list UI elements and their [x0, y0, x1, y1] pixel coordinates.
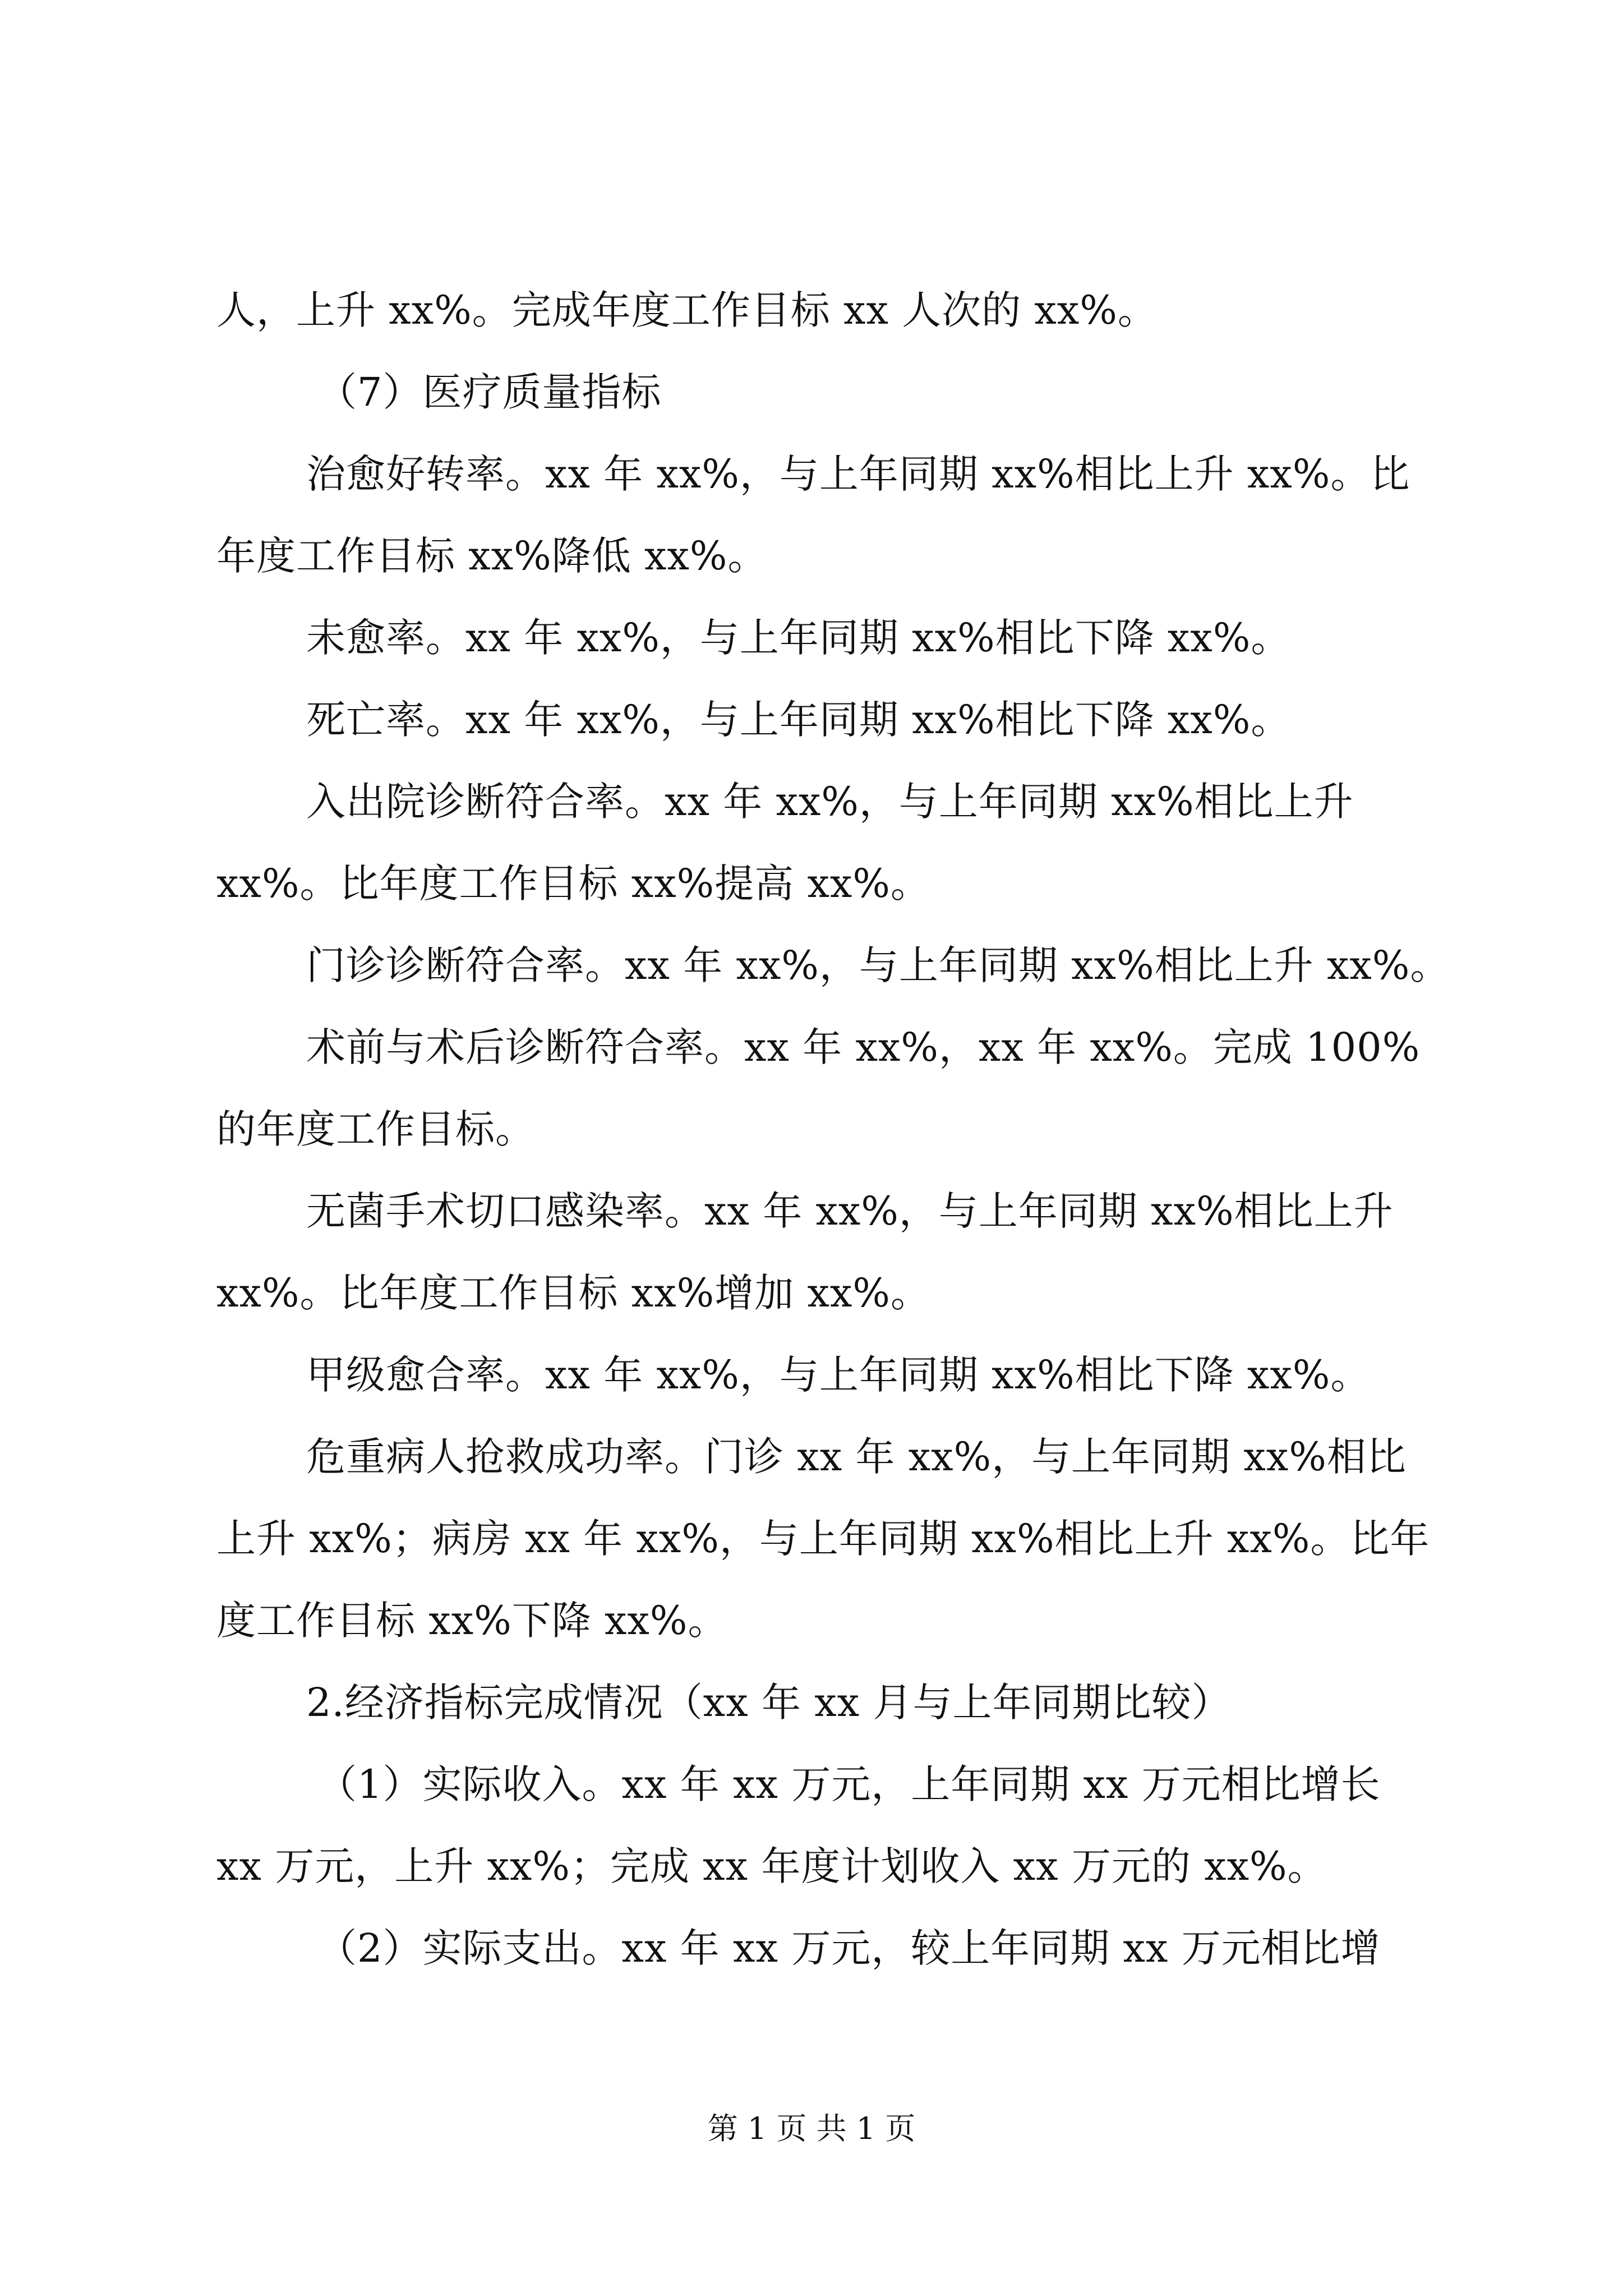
- text-line: 无菌手术切口感染率。xx 年 xx%，与上年同期 xx%相比上升: [306, 1188, 1394, 1234]
- text-line: 危重病人抢救成功率。门诊 xx 年 xx%，与上年同期 xx%相比: [306, 1434, 1407, 1480]
- page-number-label: 第 1 页 共 1 页: [707, 2111, 916, 2146]
- text-line: xx 万元，上升 xx%；完成 xx 年度计划收入 xx 万元的 xx%。: [216, 1843, 1327, 1889]
- text-line: 门诊诊断符合率。xx 年 xx%，与上年同期 xx%相比上升 xx%。: [306, 942, 1450, 988]
- text-line: 死亡率。xx 年 xx%，与上年同期 xx%相比下降 xx%。: [306, 697, 1291, 743]
- text-line: 甲级愈合率。xx 年 xx%，与上年同期 xx%相比下降 xx%。: [306, 1352, 1371, 1398]
- text-line: 入出院诊断符合率。xx 年 xx%，与上年同期 xx%相比上升: [306, 779, 1354, 825]
- text-line: 人，上升 xx%。完成年度工作目标 xx 人次的 xx%。: [216, 287, 1158, 333]
- page-footer: [0, 2109, 1623, 2148]
- text-line: xx%。比年度工作目标 xx%增加 xx%。: [216, 1270, 930, 1316]
- text-line: 的年度工作目标。: [216, 1106, 535, 1152]
- section-heading: （7）医疗质量指标: [317, 369, 662, 415]
- text-line: 上升 xx%；病房 xx 年 xx%，与上年同期 xx%相比上升 xx%。比年: [216, 1516, 1430, 1562]
- text-line: 年度工作目标 xx%降低 xx%。: [216, 533, 768, 579]
- text-line: 术前与术后诊断符合率。xx 年 xx%，xx 年 xx%。完成 100%: [306, 1024, 1421, 1070]
- text-line: （2）实际支出。xx 年 xx 万元，较上年同期 xx 万元相比增: [317, 1925, 1381, 1971]
- section-heading: 2.经济指标完成情况（xx 年 xx 月与上年同期比较）: [306, 1680, 1232, 1726]
- text-line: xx%。比年度工作目标 xx%提高 xx%。: [216, 861, 930, 907]
- text-line: 治愈好转率。xx 年 xx%，与上年同期 xx%相比上升 xx%。比: [306, 451, 1410, 497]
- text-line: （1）实际收入。xx 年 xx 万元，上年同期 xx 万元相比增长: [317, 1761, 1381, 1807]
- text-line: 未愈率。xx 年 xx%，与上年同期 xx%相比下降 xx%。: [306, 615, 1291, 661]
- text-line: 度工作目标 xx%下降 xx%。: [216, 1598, 728, 1644]
- document-body: [216, 269, 1450, 1989]
